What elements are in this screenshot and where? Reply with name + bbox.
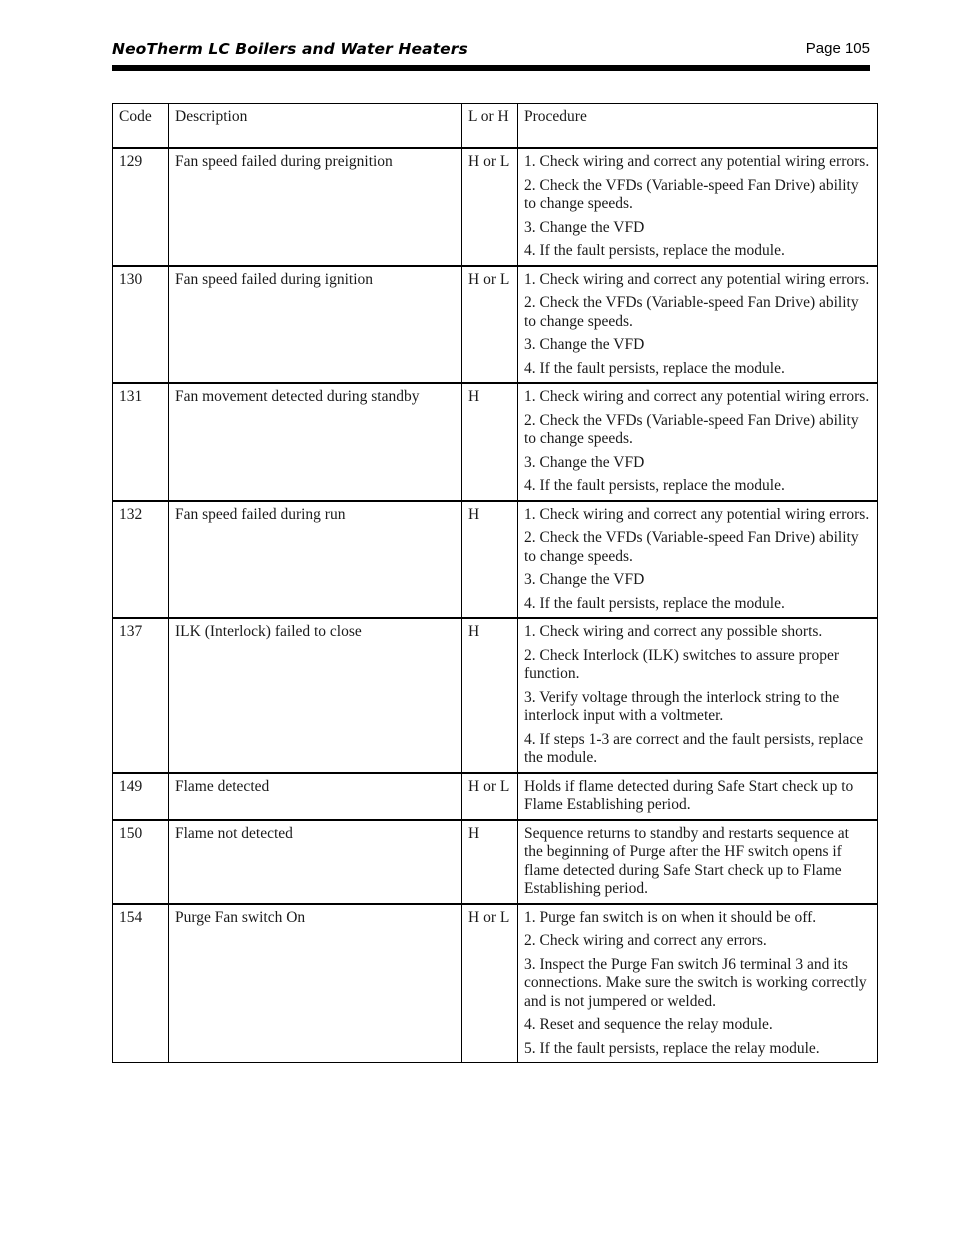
procedure-step: 3. Inspect the Purge Fan switch J6 terminal 3 and its connections. Make sure the switch is working correctly and is not jumpered or welded. — [524, 955, 867, 1010]
description-cell: Purge Fan switch On — [169, 904, 462, 1063]
procedure-step: 1. Check wiring and correct any potential wiring errors. — [524, 505, 870, 523]
table-row — [113, 904, 878, 1063]
document-title: NeoTherm LC Boilers and Water Heaters — [112, 40, 468, 58]
column-header-code: Code — [113, 104, 169, 149]
procedure-step: 2. Check wiring and correct any errors. — [524, 932, 767, 949]
l-or-h-cell: H — [462, 501, 518, 619]
code-cell: 149 — [113, 773, 169, 820]
procedure-step: 3. Change the VFD — [524, 571, 645, 588]
code-cell: 131 — [113, 383, 169, 501]
description-cell: Fan speed failed during ignition — [169, 266, 462, 384]
l-or-h-cell: H — [462, 383, 518, 501]
description-cell: Fan speed failed during run — [169, 501, 462, 619]
procedure-cell — [518, 148, 878, 266]
header-rule — [112, 65, 870, 71]
procedure-step: 2. Check the VFDs (Variable-speed Fan Drive) ability to change speeds. — [524, 529, 859, 565]
procedure-step: 4. If steps 1-3 are correct and the fault persists, replace the module. — [524, 730, 864, 766]
description-cell: Flame detected — [169, 773, 462, 820]
code-cell: 137 — [113, 618, 169, 773]
procedure-step: 5. If the fault persists, replace the relay module. — [524, 1039, 820, 1057]
code-cell: 154 — [113, 904, 169, 1063]
page-header — [112, 38, 870, 62]
description-cell: ILK (Interlock) failed to close — [169, 618, 462, 773]
table-row — [113, 773, 878, 820]
code-cell: 130 — [113, 266, 169, 384]
column-header-l-or-h: L or H — [462, 104, 518, 149]
procedure-step: 3. Change the VFD — [524, 336, 645, 353]
procedure-step: 2. Check Interlock (ILK) switches to assure proper function. — [524, 646, 840, 682]
fault-code-table — [112, 103, 878, 1063]
procedure-step: 4. If the fault persists, replace the module. — [524, 477, 785, 494]
procedure-step: 4. If the fault persists, replace the module. — [524, 242, 785, 259]
procedure-step: 1. Check wiring and correct any potential wiring errors. — [524, 270, 870, 288]
code-cell: 150 — [113, 820, 169, 904]
procedure-step: 1. Purge fan switch is on when it should be off. — [524, 908, 817, 926]
column-header-procedure: Procedure — [518, 104, 878, 149]
l-or-h-cell: H — [462, 820, 518, 904]
procedure-cell — [518, 266, 878, 384]
procedure-step: Sequence returns to standby and restarts sequence at the beginning of Purge after the HF switch opens if flame detected during Safe Start check up to Flame Establishing period. — [524, 824, 849, 897]
procedure-step: 3. Change the VFD — [524, 453, 645, 471]
l-or-h-cell: H — [462, 618, 518, 773]
table-row — [113, 383, 878, 501]
procedure-cell — [518, 773, 878, 820]
table-row — [113, 501, 878, 619]
procedure-cell — [518, 904, 878, 1063]
table-row — [113, 148, 878, 266]
table-header-row — [113, 104, 878, 149]
description-cell: Flame not detected — [169, 820, 462, 904]
procedure-step: Holds if flame detected during Safe Start check up to Flame Establishing period. — [524, 777, 854, 813]
column-header-description: Description — [169, 104, 462, 149]
table-row — [113, 618, 878, 773]
procedure-step: 1. Check wiring and correct any possible shorts. — [524, 623, 823, 640]
procedure-step: 1. Check wiring and correct any potential wiring errors. — [524, 153, 870, 170]
table-row — [113, 266, 878, 384]
l-or-h-cell: H or L — [462, 773, 518, 820]
procedure-step: 2. Check the VFDs (Variable-speed Fan Drive) ability to change speeds. — [524, 411, 859, 447]
procedure-step: 4. If the fault persists, replace the module. — [524, 359, 785, 377]
procedure-step: 3. Verify voltage through the interlock string to the interlock input with a voltmeter. — [524, 688, 840, 724]
procedure-cell — [518, 618, 878, 773]
procedure-step: 1. Check wiring and correct any potential wiring errors. — [524, 388, 870, 405]
procedure-step: 4. Reset and sequence the relay module. — [524, 1016, 773, 1033]
procedure-step: 2. Check the VFDs (Variable-speed Fan Drive) ability to change speeds. — [524, 176, 859, 212]
code-cell: 132 — [113, 501, 169, 619]
procedure-step: 2. Check the VFDs (Variable-speed Fan Drive) ability to change speeds. — [524, 294, 859, 330]
description-cell: Fan speed failed during preignition — [169, 148, 462, 266]
procedure-cell — [518, 820, 878, 904]
procedure-step: 3. Change the VFD — [524, 218, 645, 236]
l-or-h-cell: H or L — [462, 266, 518, 384]
procedure-cell — [518, 383, 878, 501]
procedure-step: 4. If the fault persists, replace the module. — [524, 594, 785, 612]
l-or-h-cell: H or L — [462, 148, 518, 266]
table-row — [113, 820, 878, 904]
procedure-cell — [518, 501, 878, 619]
l-or-h-cell: H or L — [462, 904, 518, 1063]
description-cell: Fan movement detected during standby — [169, 383, 462, 501]
code-cell: 129 — [113, 148, 169, 266]
page-number: Page 105 — [805, 40, 870, 57]
